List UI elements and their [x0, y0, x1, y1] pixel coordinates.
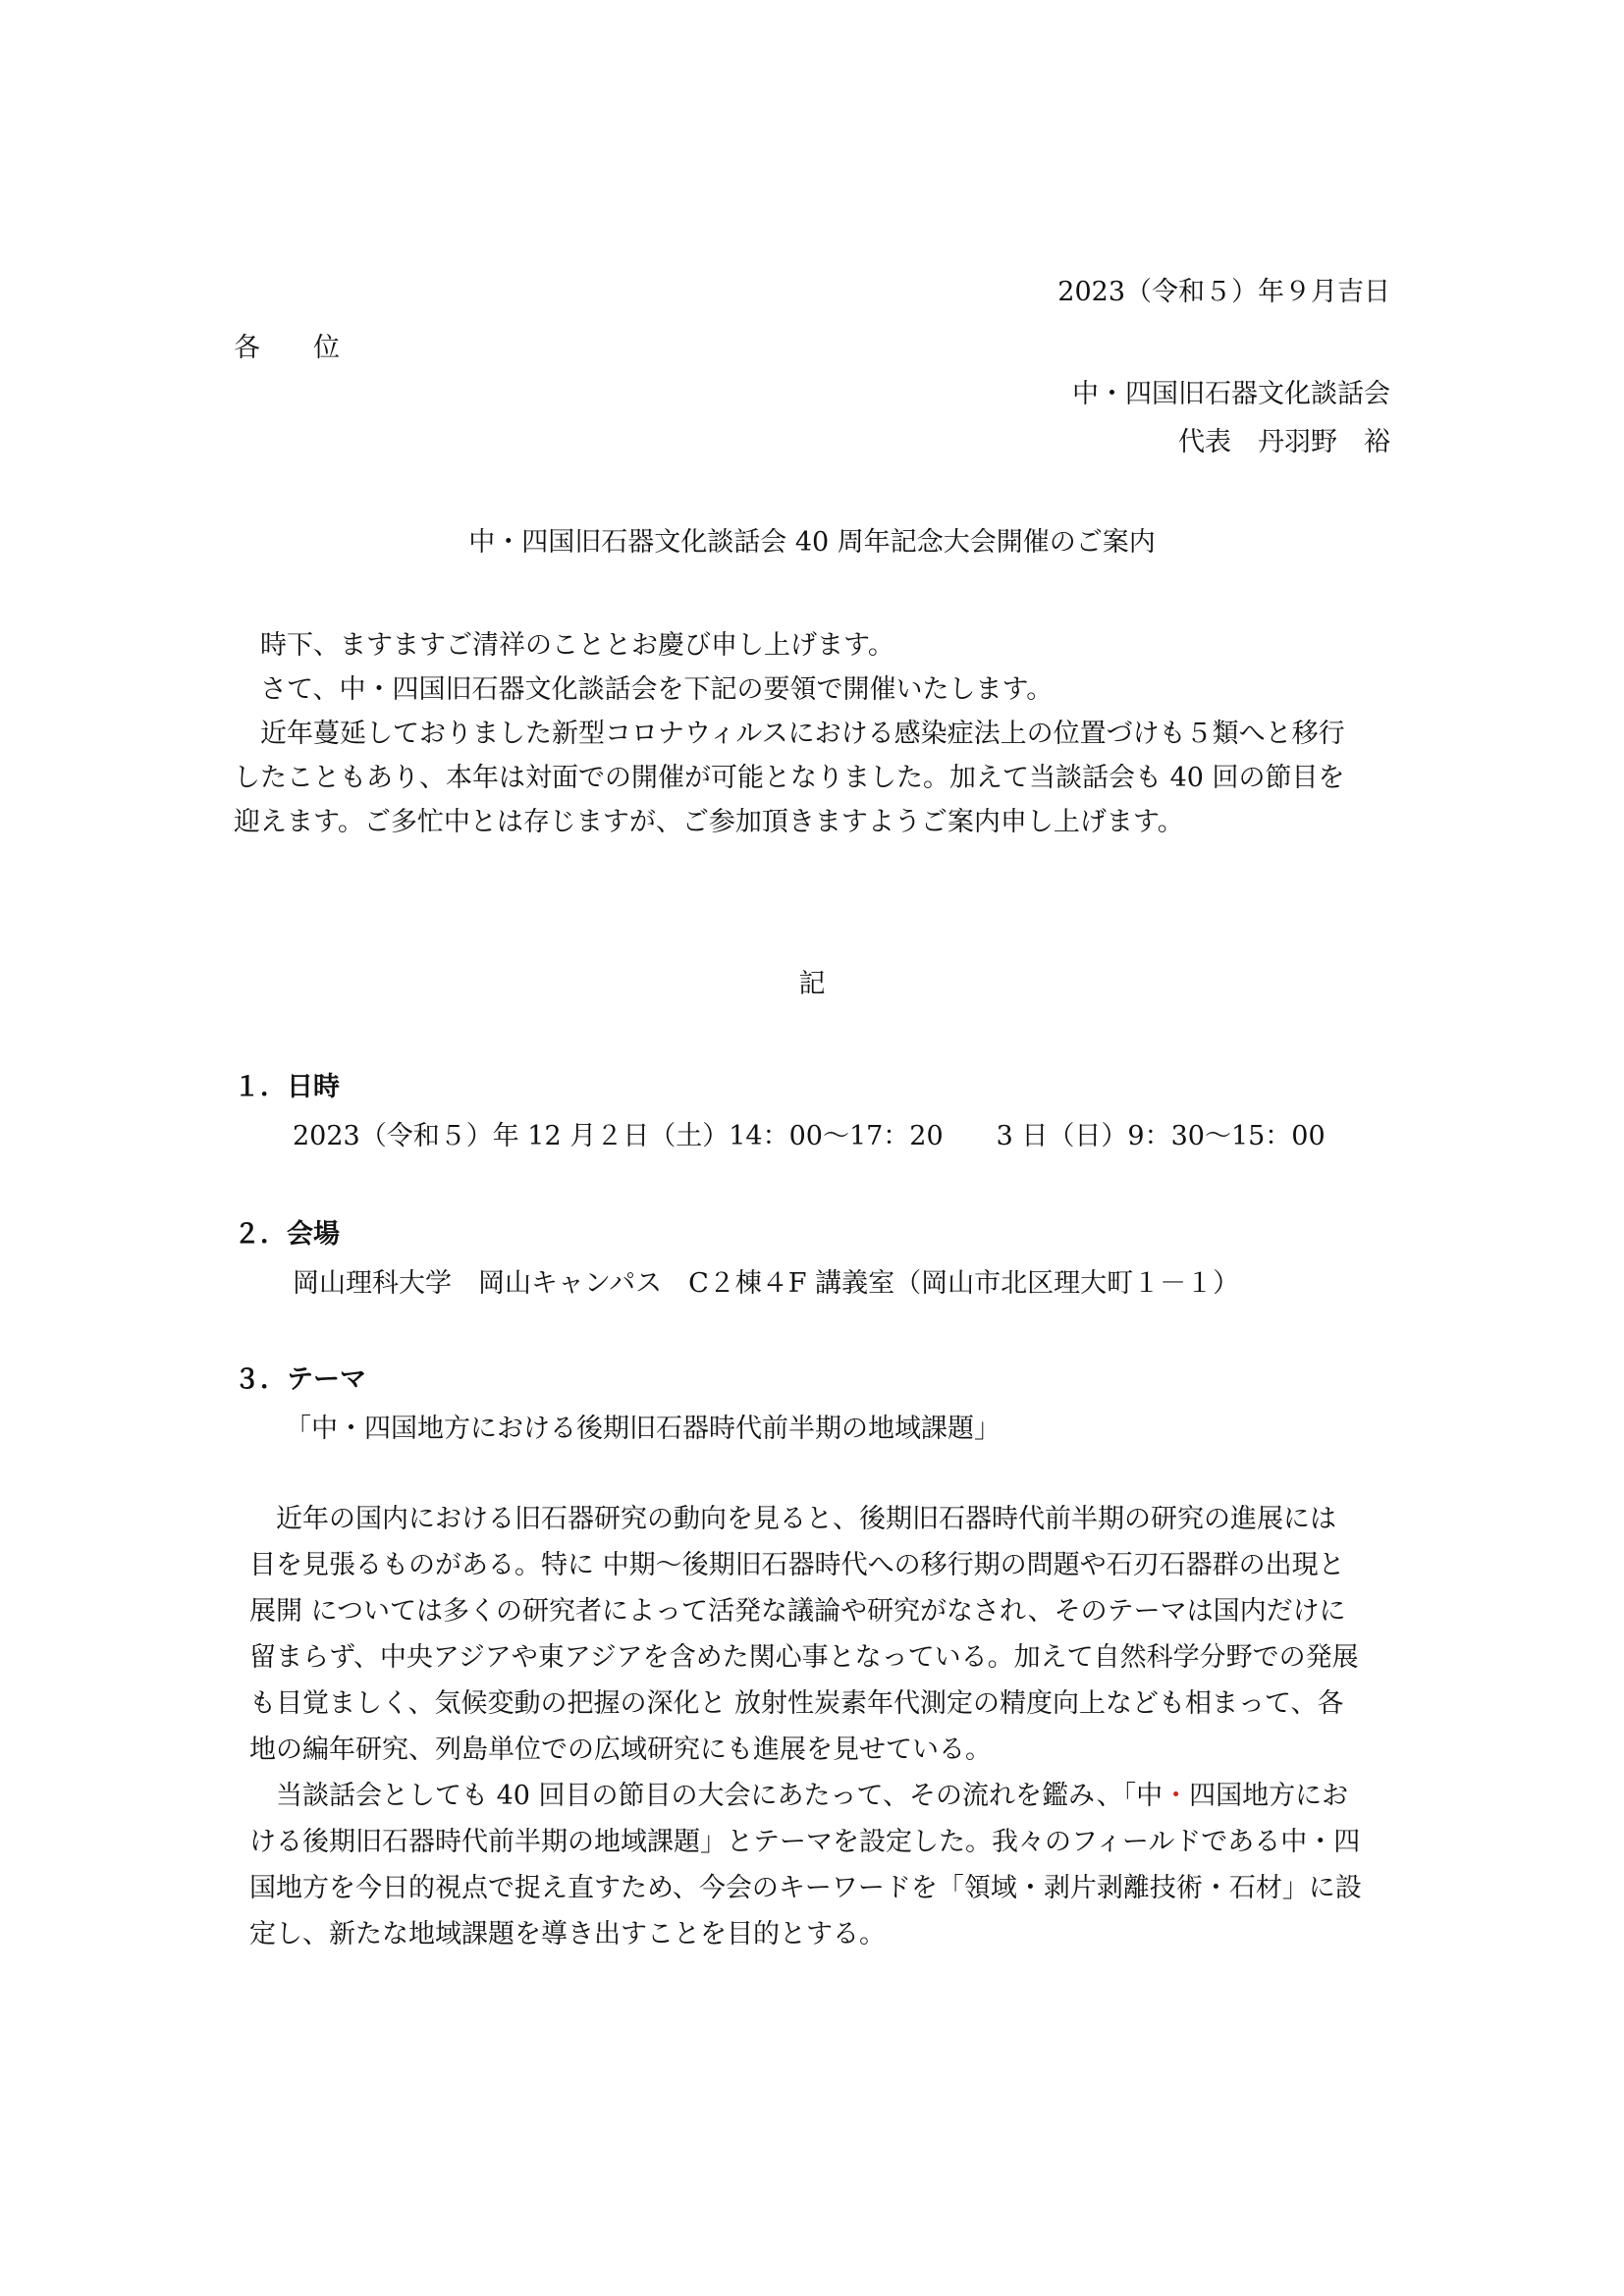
description-line: 展開 については多くの研究者によって活発な議論や研究がなされ、そのテーマは国内だけに — [249, 1596, 1346, 1627]
intro-line: さて、中・四国旧石器文化談話会を下記の要領で開催いたします。 — [234, 674, 1054, 705]
section-datetime-body: 2023（令和５）年 12 月２日（土）14：00〜17：20 3 日（日）9：30〜15：00 — [293, 1121, 1326, 1151]
section-venue-heading: ２．会場 — [234, 1219, 340, 1250]
intro-line: 時下、ますますご清祥のこととお慶び申し上げます。 — [234, 630, 894, 661]
description-line: 近年の国内における旧石器研究の動向を見ると、後期旧石器時代前半期の研究の進展には — [249, 1504, 1336, 1534]
description-line: 国地方を今日的視点で捉え直すため、今会のキーワードを「領域・剥片剥離技術・石材」に設 — [249, 1873, 1362, 1903]
document-date: 2023（令和５）年９月吉日 — [1057, 277, 1390, 307]
description-line: 留まらず、中央アジアや東アジアを含めた関心事となっている。加えて自然科学分野での発展 — [249, 1642, 1359, 1673]
section-venue-body: 岡山理科大学 岡山キャンパス C２棟４F 講義室（岡山市北区理大町１－１） — [293, 1268, 1240, 1299]
description-line: ける後期旧石器時代前半期の地域課題」とテーマを設定した。我々のフィールドである中・四 — [249, 1827, 1361, 1857]
theme-description — [249, 1496, 1362, 1957]
description-line: 目を見張るものがある。特に 中期〜後期旧石器時代への移行期の問題や石刃石器群の出現と — [249, 1550, 1345, 1580]
ki-heading: 記 — [798, 969, 826, 999]
description-line: 地の編年研究、列島単位での広域研究にも進展を見せている。 — [249, 1735, 992, 1765]
description-line-part: 当談話会としても 40 回目の節目の大会にあたって、その流れを鑑み、「中 — [249, 1781, 1164, 1811]
intro-line: したこともあり、本年は対面での開催が可能となりました。加えて当談話会も 40 回の節目を — [234, 763, 1345, 793]
description-line: 定し、新たな地域課題を導き出すことを目的とする。 — [249, 1919, 886, 1949]
section-theme-body: 「中・四国地方における後期旧石器時代前半期の地域課題」 — [285, 1414, 1001, 1444]
highlighted-separator: ・ — [1163, 1781, 1190, 1811]
intro-line: 近年蔓延しておりました新型コロナウィルスにおける感染症法上の位置づけも５類へと移行 — [234, 719, 1345, 749]
section-theme-heading: ３．テーマ — [234, 1364, 366, 1395]
intro-line: 迎えます。ご多忙中とは存じますが、ご参加頂きますようご案内申し上げます。 — [234, 807, 1184, 837]
representative-name: 代表 丹羽野 裕 — [1178, 427, 1390, 457]
description-line-part: 四国地方にお — [1189, 1781, 1349, 1811]
section-datetime-heading: １．日時 — [234, 1072, 340, 1102]
document-title: 中・四国旧石器文化談話会 40 周年記念大会開催のご案内 — [468, 527, 1156, 558]
description-line: も目覚ましく、気候変動の把握の深化と 放射性炭素年代測定の精度向上なども相まって、各 — [249, 1688, 1344, 1719]
addressee: 各 位 — [234, 333, 340, 363]
organization-name: 中・四国旧石器文化談話会 — [1072, 379, 1390, 409]
description-line — [249, 1773, 1362, 1819]
intro-paragraph — [234, 623, 1345, 844]
